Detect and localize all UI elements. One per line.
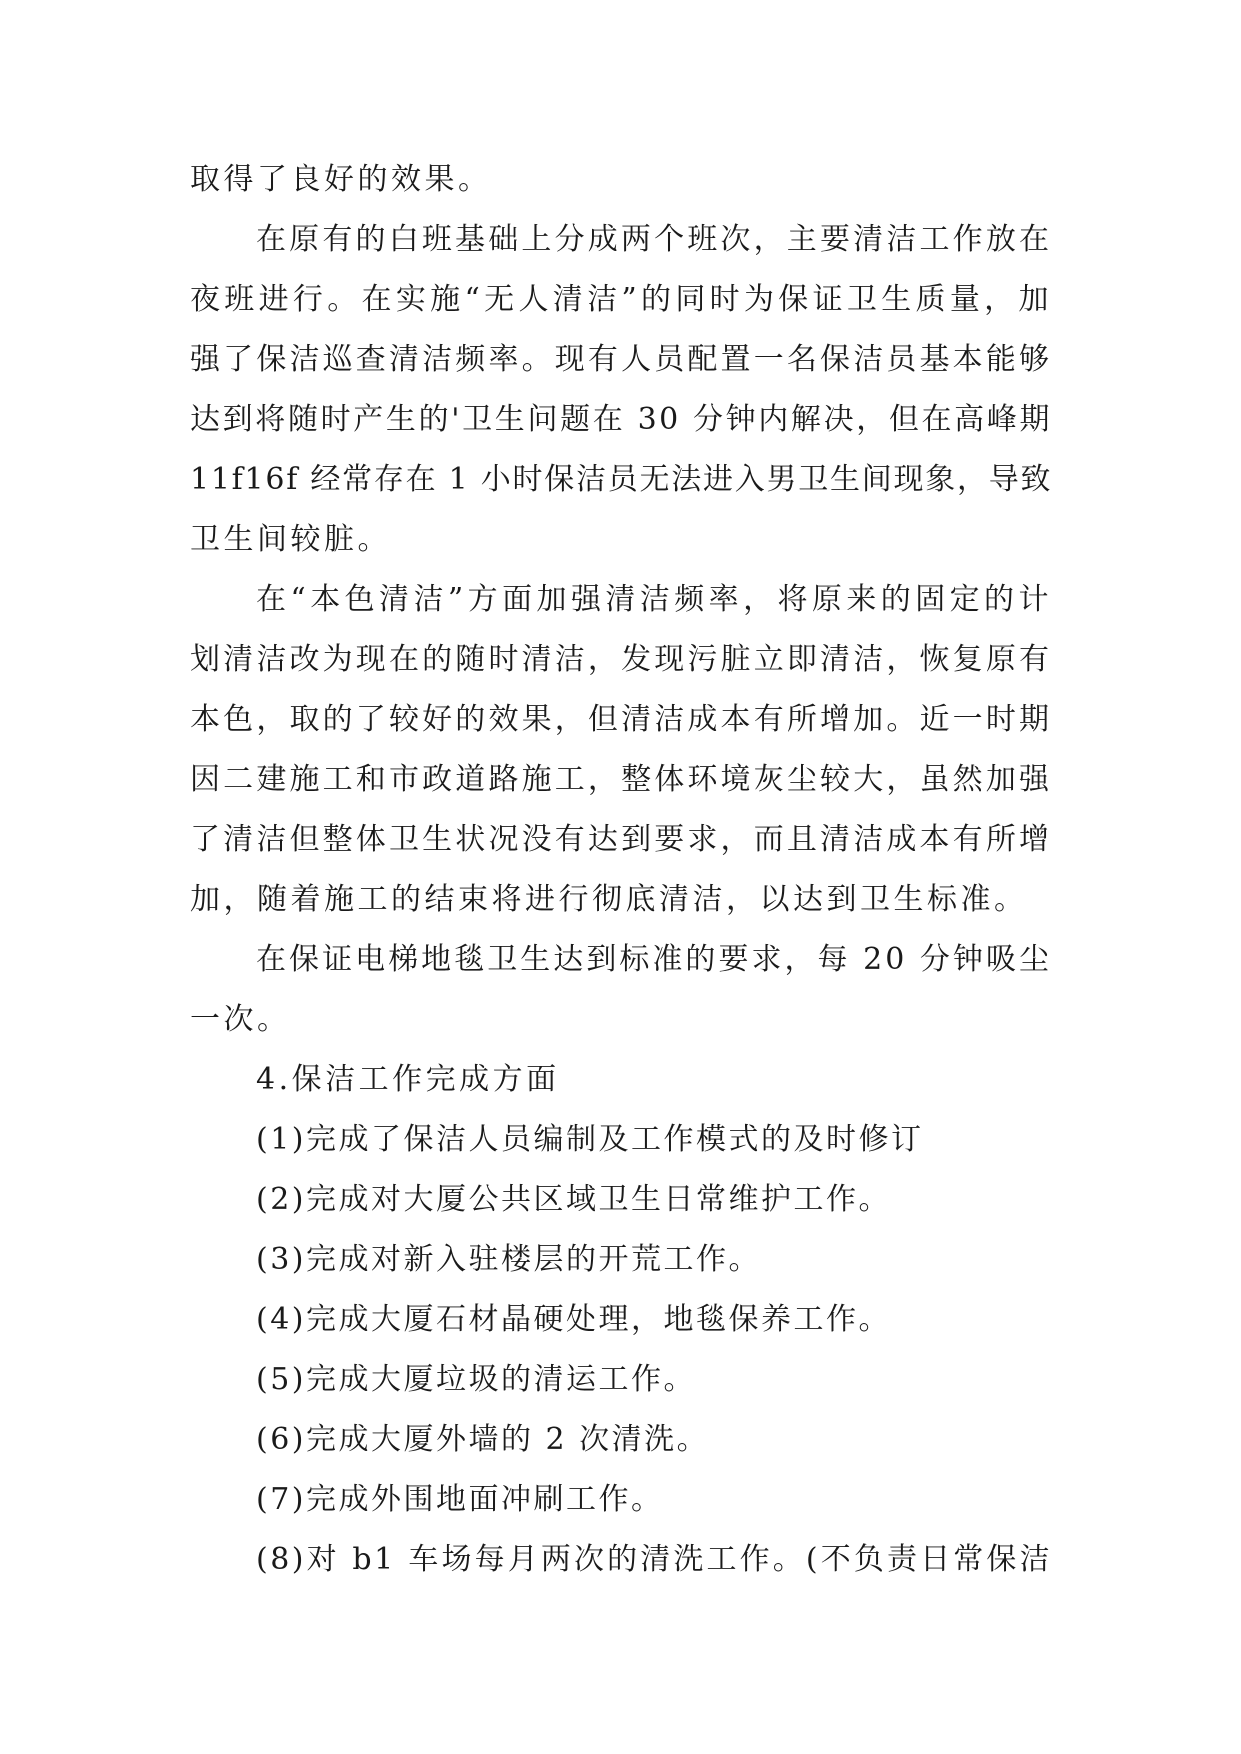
text-line-12: 了清洁但整体卫生状况没有达到要求，而且清洁成本有所增 [190, 822, 1052, 857]
list-item: (7)完成外围地面冲刷工作。 [256, 1482, 664, 1517]
section-heading: 4.保洁工作完成方面 [256, 1062, 560, 1097]
text-line-5: 达到将随时产生的'卫生问题在 30 分钟内解决，但在高峰期 [190, 402, 1052, 437]
document-page [190, 150, 1052, 1590]
list-item: (3)完成对新入驻楼层的开荒工作。 [256, 1242, 761, 1277]
list-item: (1)完成了保洁人员编制及工作模式的及时修订 [256, 1122, 924, 1157]
list-item: (2)完成对大厦公共区域卫生日常维护工作。 [256, 1182, 891, 1217]
text-line-8: 在“本色清洁”方面加强清洁频率，将原来的固定的计 [256, 582, 1052, 617]
text-line-4: 强了保洁巡查清洁频率。现有人员配置一名保洁员基本能够 [190, 342, 1052, 377]
text-line-6: 11f16f 经常存在 1 小时保洁员无法进入男卫生间现象，导致 [190, 462, 1053, 497]
list-item: (5)完成大厦垃圾的清运工作。 [256, 1362, 696, 1397]
list-item: (6)完成大厦外墙的 2 次清洗。 [256, 1422, 710, 1457]
text-line-1: 取得了良好的效果。 [190, 162, 492, 197]
list-item: (8)对 b1 车场每月两次的清洗工作。(不负责日常保洁 [256, 1542, 1052, 1577]
completed-work-list [190, 1110, 1052, 1590]
text-line-13: 加，随着施工的结束将进行彻底清洁，以达到卫生标准。 [190, 882, 1028, 917]
text-line-14: 在保证电梯地毯卫生达到标准的要求，每 20 分钟吸尘 [256, 942, 1052, 977]
text-line-10: 本色，取的了较好的效果，但清洁成本有所增加。近一时期 [190, 702, 1052, 737]
text-line-15: 一次。 [190, 1002, 291, 1037]
text-line-11: 因二建施工和市政道路施工，整体环境灰尘较大，虽然加强 [190, 762, 1052, 797]
text-line-2: 在原有的白班基础上分成两个班次，主要清洁工作放在 [256, 222, 1052, 257]
text-line-3: 夜班进行。在实施“无人清洁”的同时为保证卫生质量，加 [190, 282, 1052, 317]
text-line-7: 卫生间较脏。 [190, 522, 391, 557]
list-item: (4)完成大厦石材晶硬处理，地毯保养工作。 [256, 1302, 891, 1337]
text-line-9: 划清洁改为现在的随时清洁，发现污脏立即清洁，恢复原有 [190, 642, 1052, 677]
